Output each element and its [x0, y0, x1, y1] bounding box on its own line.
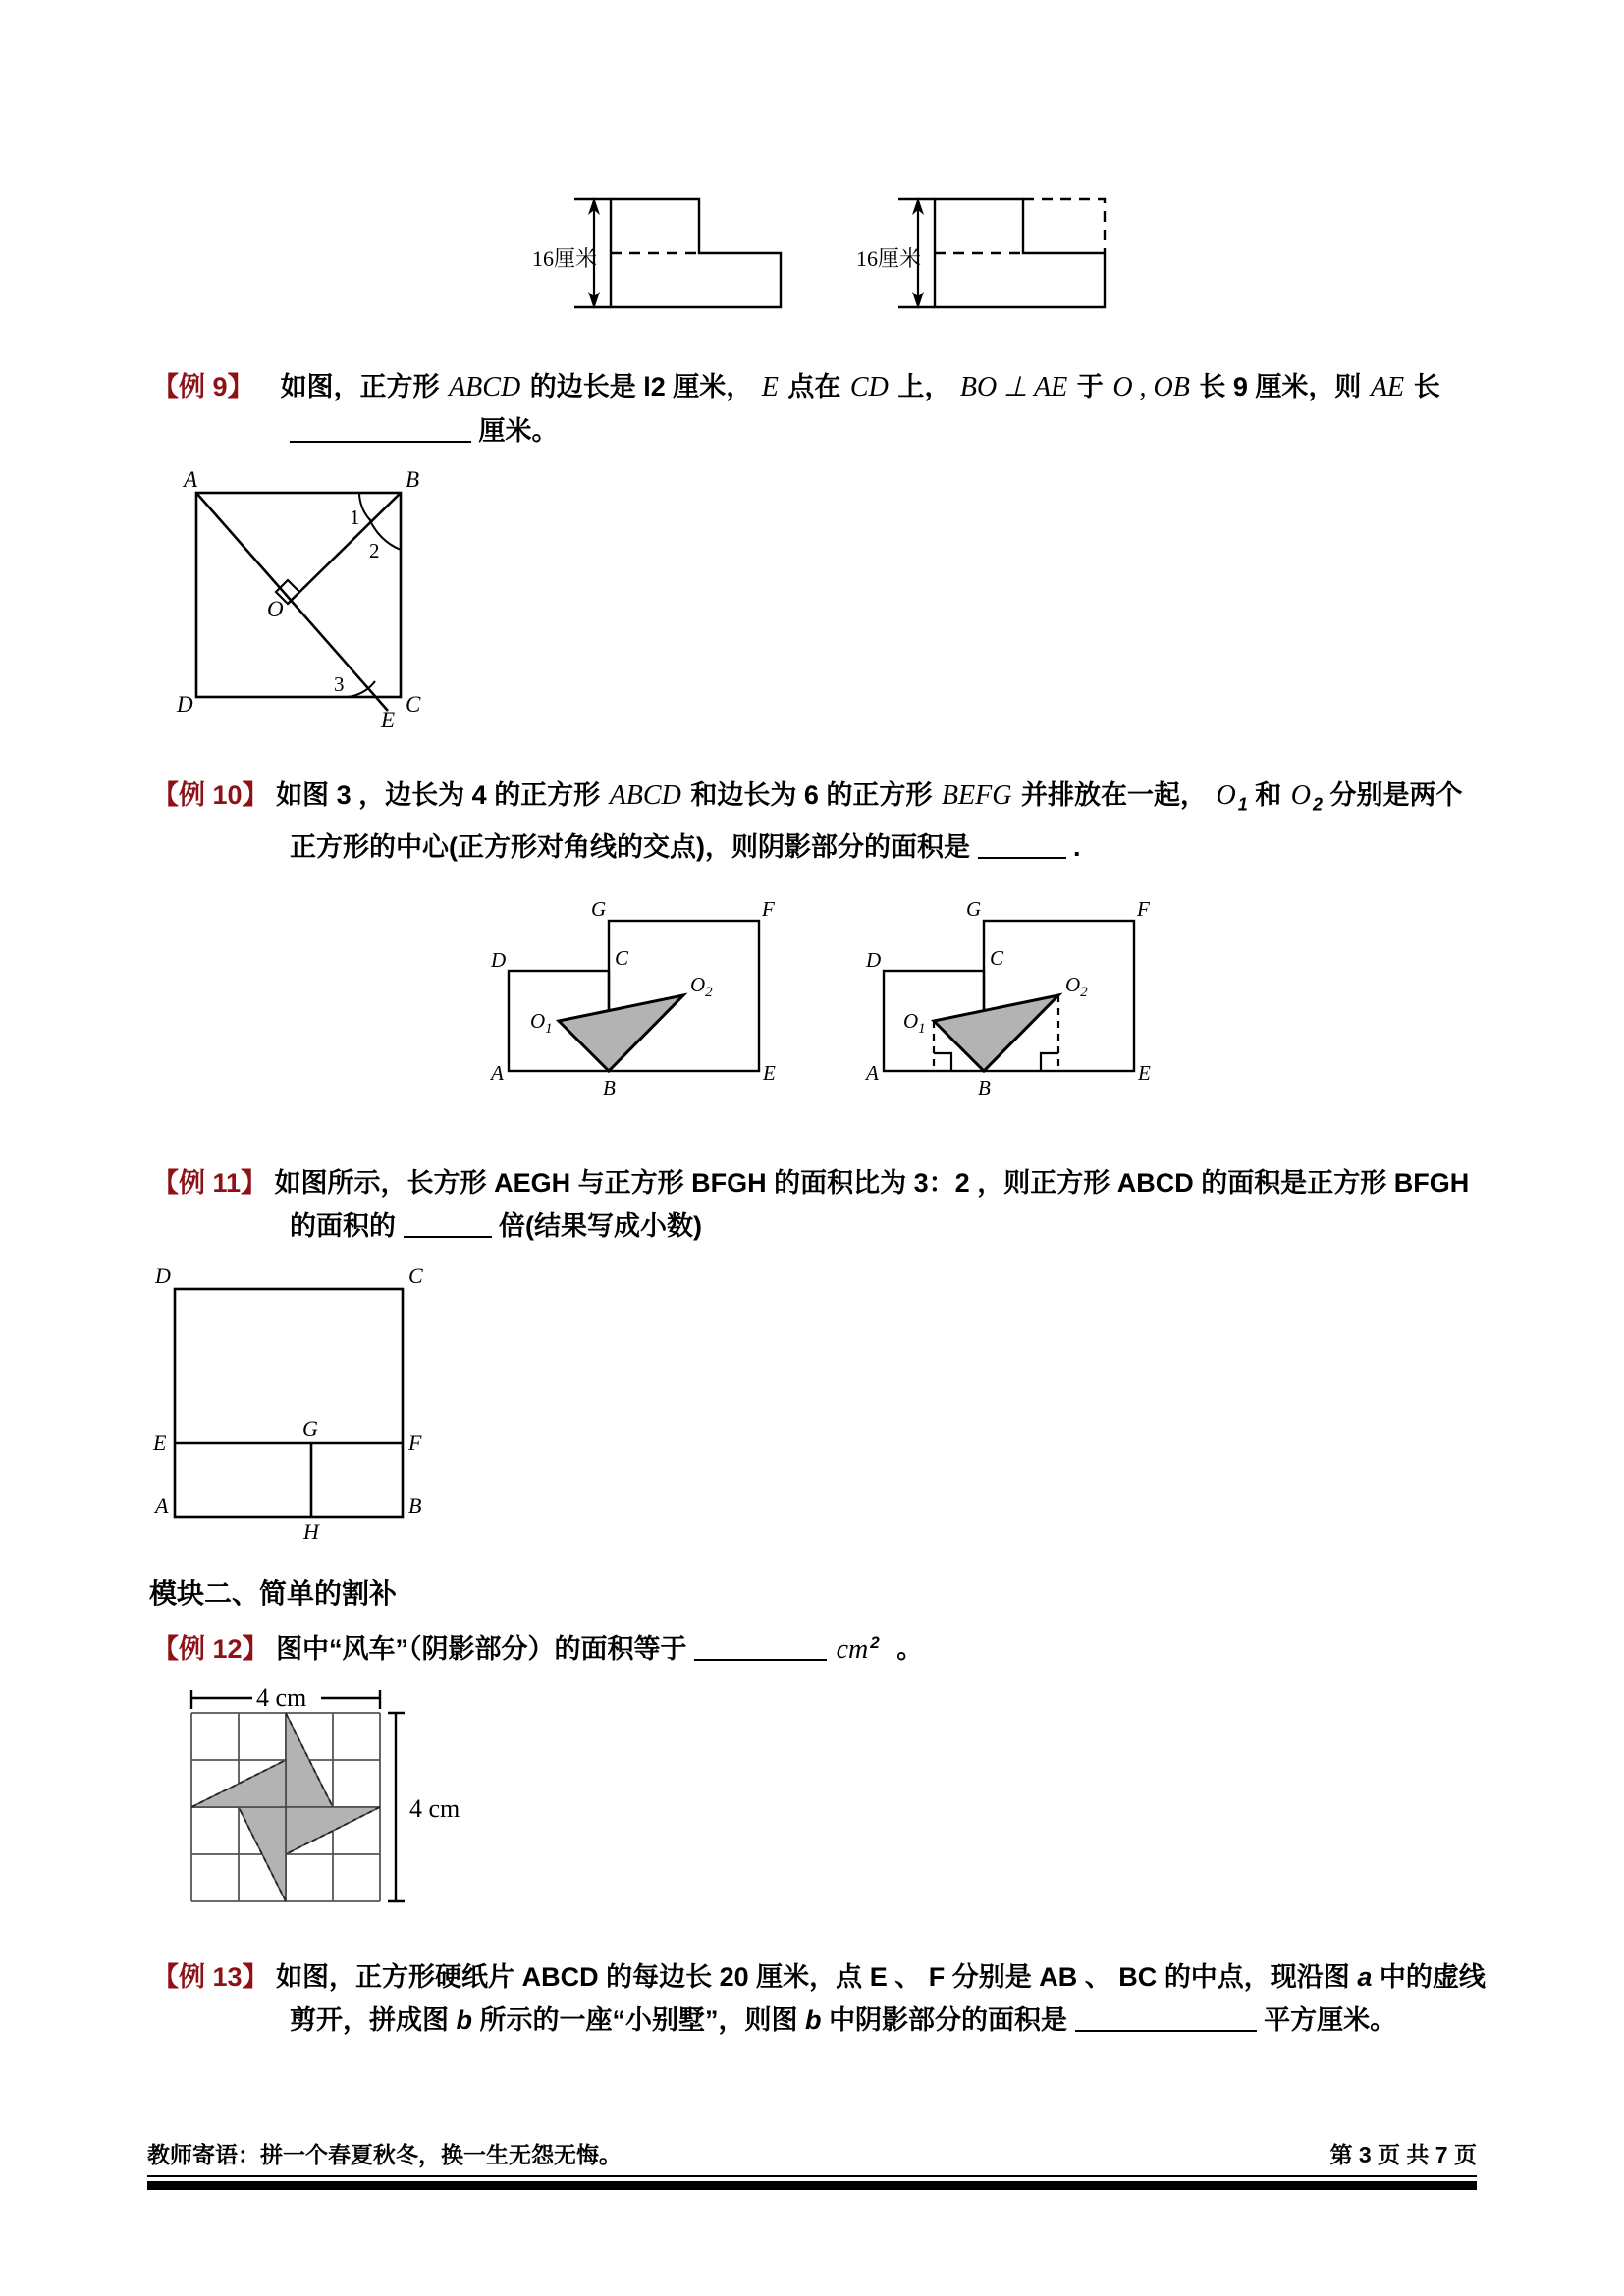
example-11-math-aegh: AEGH	[494, 1168, 571, 1198]
label-angle-3: 3	[334, 672, 345, 696]
example-13-line2-d: 平方厘米。	[1264, 2005, 1397, 2035]
example-9-num-9: 9	[1232, 372, 1248, 401]
example-11-line-2	[290, 1204, 1507, 1248]
top-figure-left	[574, 197, 781, 309]
example-12-block	[152, 1622, 1507, 1672]
label-D: D	[866, 948, 882, 972]
example-13-block	[152, 1955, 1507, 2042]
label-D: D	[491, 948, 507, 972]
example-10-figure-right	[846, 879, 1151, 1099]
label-O2: $O_2$	[690, 973, 713, 1000]
example-11-math-bfgh-2: BFGH	[1393, 1168, 1470, 1198]
label-C: C	[406, 692, 421, 717]
example-10-text-c: 的正方形	[494, 780, 601, 810]
example-12-figure	[162, 1674, 486, 1919]
example-9-block	[152, 365, 1497, 453]
example-10-text-a: 如图	[276, 780, 330, 810]
example-13-text-d: 、	[894, 1962, 922, 1992]
label-C: C	[408, 1263, 423, 1288]
example-9-line-1	[152, 365, 1497, 409]
example-10-block	[152, 774, 1507, 869]
example-9-text-h: 厘米，则	[1255, 372, 1362, 401]
example-9-text-b: 的边长是	[529, 372, 636, 401]
example-10-text-h: 分别是两个	[1329, 780, 1463, 810]
example-11-figure	[147, 1261, 471, 1546]
example-11-line-1	[152, 1161, 1507, 1204]
label-G: G	[966, 897, 982, 921]
example-10-svg-left	[481, 879, 776, 1099]
example-9-figure	[157, 463, 452, 728]
example-10-line2-a: 正方形的中心(正方形对角线的交点)，则阴影部分的面积是	[290, 832, 970, 863]
example-10-line-1	[152, 774, 1507, 826]
example-11-svg	[147, 1261, 471, 1546]
module-2-heading: 模块二、简单的割补	[149, 1578, 398, 1609]
example-11-text-a: 如图所示，长方形	[274, 1168, 487, 1198]
label-E: E	[153, 1430, 167, 1455]
example-12-text-a: 图中“风车”（阴影部分）的面积等于	[276, 1634, 687, 1664]
example-10-math-o2: O	[1290, 780, 1311, 811]
dim-right	[388, 1713, 405, 1901]
footer-rule-thick	[147, 2181, 1477, 2190]
label-D: D	[155, 1263, 171, 1288]
example-10-text-g: 和	[1255, 780, 1282, 810]
example-13-math-bc: BC	[1118, 1962, 1158, 1992]
footer-page-number: 第 3 页 共 7 页	[1329, 2142, 1477, 2167]
label-F: F	[762, 897, 775, 921]
label-O1: $O_1$	[903, 1009, 926, 1037]
example-10-math-abcd: ABCD	[609, 780, 681, 811]
example-12-line-1	[152, 1622, 1507, 1672]
example-10-text-e: 的正方形	[826, 780, 933, 810]
example-13-line-1	[152, 1955, 1507, 1999]
example-10-num-4: 4	[471, 780, 487, 810]
example-11-text-c: 的面积比为	[774, 1168, 907, 1198]
example-9-text-e: 上，	[897, 372, 951, 401]
example-11-block	[152, 1161, 1507, 1248]
label-G: G	[302, 1416, 318, 1441]
example-9-text-j: 厘米。	[478, 416, 559, 446]
example-11-line2-a: 的面积的	[290, 1211, 396, 1241]
example-9-text-d: 点在	[787, 372, 841, 401]
footer-content	[147, 2137, 1477, 2175]
example-10-math-befg: BEFG	[941, 780, 1012, 811]
label-A: A	[184, 467, 198, 492]
example-10-line-2	[290, 826, 1507, 869]
example-11-ratio: 3：2	[913, 1168, 970, 1198]
example-11-answer-blank[interactable]	[404, 1236, 492, 1238]
example-11-math-bfgh: BFGH	[691, 1168, 767, 1198]
example-9-text-i: 长	[1413, 372, 1440, 401]
example-13-line2-a: 剪开，拼成图	[290, 2005, 449, 2035]
page-footer	[147, 2137, 1477, 2190]
label-B: B	[978, 1076, 991, 1099]
label-E: E	[763, 1061, 776, 1085]
top-figures-row	[532, 182, 1178, 329]
example-9-text-c: 厘米，	[673, 372, 753, 401]
label-E: E	[381, 708, 396, 728]
footer-label: 教师寄语：	[147, 2142, 260, 2167]
example-12-svg	[162, 1674, 486, 1919]
example-10-num-6: 6	[803, 780, 819, 810]
example-13-text-c: 厘米，点	[756, 1962, 863, 1992]
footer-left	[147, 2137, 622, 2169]
example-13-text-e: 分别是	[951, 1962, 1032, 1992]
example-12-text-b: 。	[896, 1634, 924, 1664]
footer-quote: 拼一个春夏秋冬，换一生无怨无悔。	[260, 2142, 622, 2167]
windmill-blades	[191, 1713, 380, 1901]
example-9-text-f: 于	[1076, 372, 1104, 401]
label-A: A	[866, 1061, 879, 1085]
footer-rule-thin	[147, 2175, 1477, 2177]
example-13-answer-blank[interactable]	[1075, 2030, 1257, 2032]
example-11-tag: 【例 11】	[152, 1168, 268, 1198]
example-13-math-e: E	[869, 1962, 888, 1992]
dim-right-label: 4 cm	[409, 1794, 460, 1823]
example-9-answer-blank[interactable]	[290, 441, 471, 443]
example-13-text-h: 中的虚线	[1379, 1962, 1486, 1992]
example-9-math-ae: AE	[1370, 372, 1405, 402]
label-E: E	[1138, 1061, 1151, 1085]
example-10-sub-1: 1	[1237, 794, 1248, 815]
label-D: D	[177, 692, 193, 717]
angle-arc-1	[359, 493, 372, 522]
example-13-num-20: 20	[719, 1962, 749, 1992]
example-13-line-2	[290, 1999, 1507, 2042]
example-11-text-d: ，则正方形	[977, 1168, 1110, 1198]
dim-top-label: 4 cm	[256, 1683, 307, 1712]
example-13-math-a: a	[1357, 1962, 1373, 1992]
example-10-math-o1: O	[1216, 780, 1236, 811]
example-13-line2-b: 所示的一座“小别墅”，则图	[479, 2005, 798, 2035]
example-13-line2-math-b: b	[456, 2005, 473, 2035]
label-O2: $O_2$	[1065, 973, 1088, 1000]
square-abcd	[175, 1289, 403, 1517]
example-10-text-f: 并排放在一起，	[1020, 780, 1207, 810]
example-13-line2-c: 中阴影部分的面积是	[829, 2005, 1068, 2035]
example-10-sub-2: 2	[1312, 794, 1323, 815]
top-figure-right	[898, 197, 1105, 309]
right-angle-mark-right	[1041, 1053, 1058, 1071]
example-9-text-g: 长	[1199, 372, 1226, 401]
label-O: O	[267, 597, 284, 621]
example-9-math-bo-perp-ae: BO ⊥ AE	[959, 372, 1068, 402]
example-12-unit: cm	[836, 1634, 869, 1665]
example-13-tag: 【例 13】	[152, 1962, 269, 1992]
example-11-text-b: 与正方形	[577, 1168, 684, 1198]
label-B: B	[603, 1076, 616, 1099]
example-9-text-a: 如图，正方形	[280, 372, 440, 401]
example-9-svg	[157, 463, 452, 728]
example-11-math-abcd: ABCD	[1116, 1168, 1194, 1198]
label-B: B	[406, 467, 420, 492]
example-9-tag: 【例 9】	[152, 372, 254, 401]
example-9-math-o-ob: O , OB	[1112, 372, 1190, 402]
angle-arc-3	[347, 681, 375, 697]
shaded-triangle-o1bo2	[559, 995, 683, 1071]
example-13-line2-math-b2: b	[805, 2005, 822, 2035]
example-10-text-b: ，边长为	[358, 780, 465, 810]
label-B: B	[408, 1493, 422, 1518]
example-9-math-e: E	[761, 372, 779, 402]
example-13-math-ab: AB	[1039, 1962, 1078, 1992]
example-10-tag: 【例 10】	[152, 780, 269, 810]
line-bo	[288, 493, 401, 604]
example-9-line-2	[290, 409, 1497, 453]
example-9-math-abcd: ABCD	[449, 372, 521, 402]
top-figure-right-dim-label: 16厘米	[856, 246, 922, 271]
example-10-text-d: 和边长为	[690, 780, 797, 810]
example-12-answer-blank[interactable]	[694, 1659, 827, 1661]
example-12-tag: 【例 12】	[152, 1634, 269, 1664]
label-A: A	[491, 1061, 504, 1085]
label-angle-2: 2	[369, 539, 380, 562]
label-H: H	[303, 1520, 319, 1544]
example-12-unit-sup: 2	[870, 1633, 880, 1652]
example-13-math-f: F	[928, 1962, 946, 1992]
example-13-text-a: 如图，正方形硬纸片	[276, 1962, 515, 1992]
example-11-text-e: 的面积是正方形	[1201, 1168, 1387, 1198]
example-10-num-3: 3	[336, 780, 352, 810]
example-9-math-cd: CD	[849, 372, 889, 402]
example-11-line2-b: 倍(结果写成小数)	[499, 1211, 703, 1241]
label-F: F	[408, 1430, 422, 1455]
top-figure-left-dim-label: 16厘米	[532, 246, 598, 271]
example-13-text-f: 、	[1084, 1962, 1111, 1992]
example-13-text-b: 的每边长	[606, 1962, 713, 1992]
label-F: F	[1137, 897, 1150, 921]
example-10-figure-left	[481, 879, 776, 1099]
dashed-complete-right	[1023, 199, 1105, 253]
label-O1: $O_1$	[530, 1009, 553, 1037]
label-G: G	[591, 897, 607, 921]
right-angle-mark-left	[934, 1053, 951, 1071]
example-13-math-abcd: ABCD	[521, 1962, 599, 1992]
example-9-num-12: l2	[643, 372, 666, 401]
label-C: C	[615, 946, 629, 970]
label-angle-1: 1	[350, 506, 360, 529]
example-10-line2-b: .	[1073, 832, 1081, 863]
example-10-answer-blank[interactable]	[978, 857, 1066, 859]
label-A: A	[155, 1493, 169, 1518]
example-10-svg-right	[846, 879, 1151, 1099]
example-13-text-g: 的中点，现沿图	[1164, 1962, 1350, 1992]
label-C: C	[990, 946, 1004, 970]
